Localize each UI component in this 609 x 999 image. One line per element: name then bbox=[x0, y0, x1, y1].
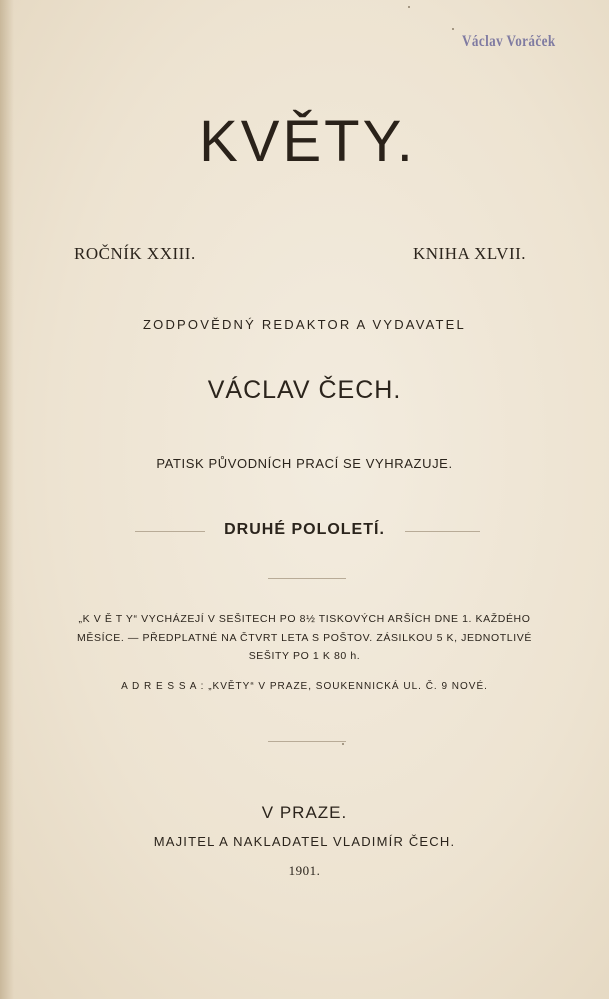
book-number-label: KNIHA XLVII. bbox=[413, 244, 527, 263]
owner-stamp: Václav Voráček bbox=[462, 33, 556, 50]
paper-speck bbox=[452, 28, 454, 30]
volume-heading: DRUHÉ POLOLETÍ. bbox=[224, 521, 385, 538]
editor-line: ZODPOVĚDNÝ REDAKTOR A VYDAVATEL bbox=[143, 317, 466, 332]
city-line: V PRAZE. bbox=[261, 803, 348, 822]
info-line-2: MĚSÍCE. — PŘEDPLATNÉ NA ČTVRT LETA S POŠTOV. ZÁSILKOU 5 K, JEDNOTLIVÉ bbox=[77, 632, 532, 644]
volume-year-label: ROČNÍK XXIII. bbox=[74, 244, 196, 263]
publisher-name: VÁCLAV ČECH. bbox=[207, 376, 402, 404]
address-line: A D R E S S A : „KVĚTY“ V PRAZE, SOUKENNICKÁ UL. Č. 9 NOVÉ. bbox=[121, 681, 488, 692]
info-line-1: „K V Ě T Y“ VYCHÁZEJÍ V SEŠITECH PO 8½ TISKOVÝCH ARŠÍCH DNE 1. KAŽDÉHO bbox=[78, 613, 531, 625]
owner-line: MAJITEL A NAKLADATEL VLADIMÍR ČECH. bbox=[153, 834, 456, 849]
info-line-3: SEŠITY PO 1 K 80 h. bbox=[248, 650, 361, 662]
journal-title: KVĚTY. bbox=[199, 109, 416, 174]
divider-rule-2 bbox=[268, 741, 346, 742]
paper-speck bbox=[342, 743, 344, 745]
paper-speck bbox=[408, 6, 410, 8]
rule-right bbox=[405, 531, 480, 532]
divider-rule bbox=[268, 578, 346, 579]
year-line: 1901. bbox=[288, 863, 321, 878]
reserve-notice: PATISK PŮVODNÍCH PRACÍ SE VYHRAZUJE. bbox=[156, 456, 453, 471]
